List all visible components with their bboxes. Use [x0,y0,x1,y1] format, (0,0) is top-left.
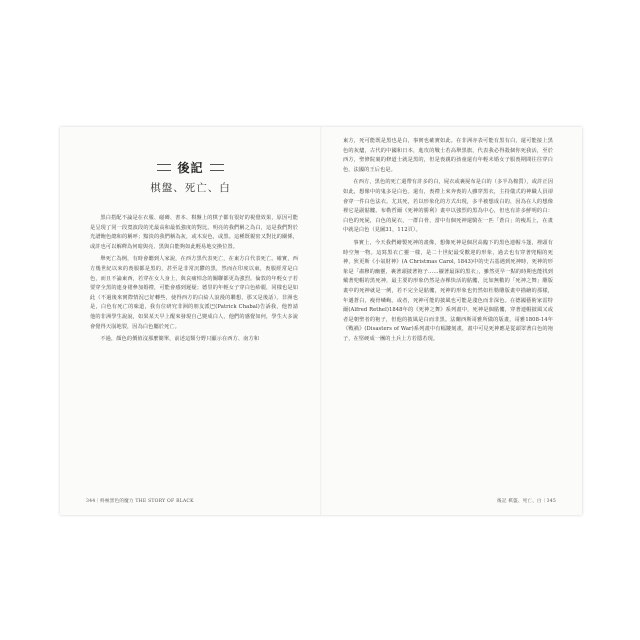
chapter-title: 後記 [177,161,204,175]
left-paragraph-1: 黑白搭配不論是在衣服、磁磚、書本、棋盤上的棋子都有很好的視覺效果，原因可能是呈現了同一段寬波段的光最高和最低強度的對比。明亮的我們稱之為白，這是我們對於光譜飽色總和的稱呼；黯淡的我們稱為灰，或木炭色，或黑。這種既親密又對比的關係，或許也可以解釋為何暗與亮、黑與白能夠如此輕易地交換位置。 [90,215,298,250]
book-spread [60,127,582,515]
left-page [60,127,321,515]
left-body-text [90,214,298,348]
right-paragraph-2: 在西方，黑色的死亡還帶有許多的白，屍衣或裹屍布是白的（多半為棉質），或許正因如此，想像中的鬼多是白色。還有，喪禮上來奔喪的人雖穿黑衣，主持儀式的神職人員卻會穿一件白色法衣。尤其死，若以形象化的方式出現，多半被想成白的，因為在人的想像裡它是副骷髏。布勒哲爾《死神的勝利》畫中以強烈的黑為中心，但也有許多鮮明的白：白色的死屍，白色的屍衣，一群白骨，當中有個死神還騎在一匹「蒼白」的瘦馬上，在畫中就是白色（見圖31，112頁）。 [343,179,553,234]
right-body-text [343,137,553,347]
right-folio: 後記 棋盤、死亡、白｜345 [497,499,556,504]
chapter-title-row [60,159,321,176]
left-folio: 344｜終極黑色的魔力 THE STORY OF BLACK [86,499,194,504]
right-paragraph-3: 事實上，今天我們繪製死神的畫像，想像死神是個居高臨下的黑色連帽斗篷，裡頭有時空無一物。這寫黑衣亡靈一樣，是二十世紀最受歡迎的形象，過去也有穿著兜帽的死神，狄更斯《小氣財神》(A Christmas Carol, 1843)中的史古基遇到死神時，死神的形象是「肅穆的幽靈，裹著頭披著袍子……襯著最深的黑衣」，雖然更早一點的時期也能找到戴著兜帽的黑死神，最主要的形象仍然是赤裸快活的骷髏，比如無數的「死神之舞」雕版畫中的死神就是一例，若不完全是骷髏，死神的形象也仍然如杜勒雕版畫中描繪的那樣，年邁蒼白，瘦骨嶙峋。或者，死神可能的披風也可能是淺色而非深色。在德國藝術家雷特爾(Alfred Rethel)1848年的《死神之舞》系列畫中，死神是個骷髏，穿著連帽披風又或者是朝聖者的袍子，但他的披風是白而非黑。法蘭西斯哥雅所做的版畫，哥雅1808-14年《戰禍》(Disasters of War)系列畫中有幅鏤刻畫，畫中可見死神應是從頭罩著白色的袍子，在堅硬成一團的土兵上方若隱若現。 [343,239,553,342]
left-ornament-icon [157,164,171,171]
left-paragraph-2: 舉死亡為例，有時會聽到人家說，在西方黑代表死亡，在東方白代表死亡。確實，西方幾世紀以來的喪服都是黑的，甚至是非常沉鬱的黑，然而在印度以東，喪服經常是白色，而且不論東西，若穿在女人身上，與哀痛悼念的關聯都更為強烈。倫敦的年輕女子若要穿全黑的連身裙參加婚禮，可能會感到遲疑；德里的年輕女子穿白色紗麗，同樣也是如此（不過後來實際情況已好轉些，使得西方的白給人浪漫的聯想，那又是後話）。非洲也是，白色有死亡的味道，我有位研究非洲的朋友派巴(Patrick Chabal)告訴我，他曾請他的非洲學生說說，如果某天早上醒來發現自己變成白人，他們的感覺如何，學生大多說會覺得天崩地裂，因為白色屬於死亡。 [90,256,298,330]
right-page [321,127,582,515]
right-ornament-icon [210,164,224,171]
chapter-header [60,159,321,195]
right-paragraph-1: 東方，死可能既是黑也是白，事實也確實如此。在非洲亦表可能有黑有白，還可能接上黑色的灰燼，古代的中國和日本，進攻的戰士若高舉黑旗，代表我必得殺個你死我活，至於西方，聖修院裏的修道士就是黑的，但是喪親的孩童還有年輕未婚女子服喪期間往往穿白色，法國的王后也是。 [343,138,553,173]
chapter-subtitle: 棋盤、死亡、白 [150,182,231,194]
left-paragraph-3: 不過，顏色的價值沒那麼簡單，前述這類分野只顯示在西方、南方和 [100,336,260,343]
